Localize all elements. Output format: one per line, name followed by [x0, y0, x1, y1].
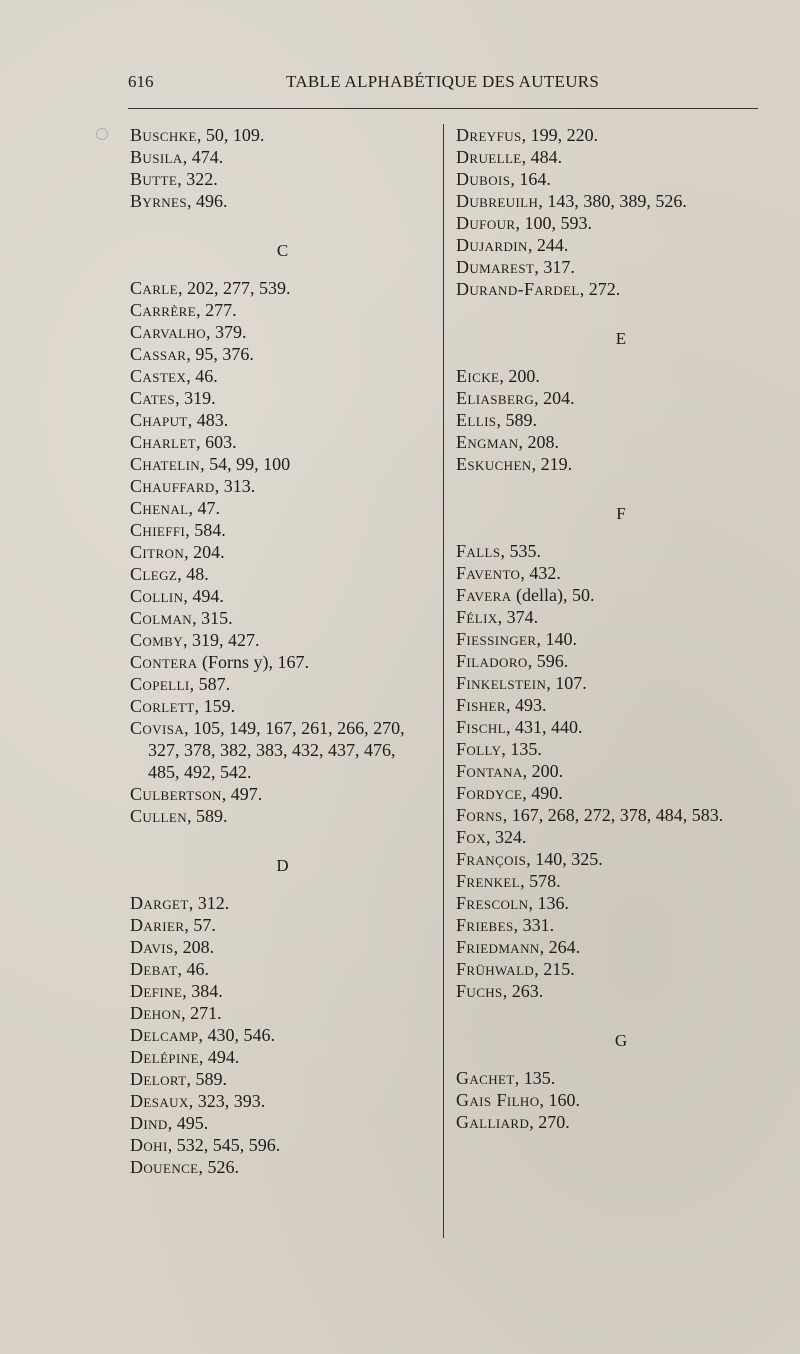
index-entry: [130, 783, 435, 805]
author-name: Carrère: [130, 300, 197, 320]
author-name: Galliard: [456, 1112, 530, 1132]
page-refs: , 494.: [198, 1047, 240, 1067]
page-refs: , 315.: [192, 608, 233, 628]
author-name: Engman: [456, 432, 519, 452]
author-name: Dujardin: [456, 235, 528, 255]
page-refs: , 331.: [513, 915, 555, 935]
page-refs: , 208.: [518, 432, 560, 452]
page-refs: , 374.: [497, 607, 539, 627]
index-entry: [130, 321, 435, 343]
author-name: Filadoro: [456, 651, 528, 671]
author-name: Frescoln: [456, 893, 529, 913]
page-refs: (della), 50.: [511, 585, 595, 605]
author-name: Copelli: [130, 674, 190, 694]
author-name: Colman: [130, 608, 193, 628]
index-entry: [130, 585, 435, 607]
index-entry: [456, 387, 786, 409]
index-entry: [130, 936, 435, 958]
index-entry: [130, 914, 435, 936]
section-letter-f: F: [616, 504, 626, 523]
index-entry: [130, 1002, 435, 1024]
author-name: Gais Filho: [456, 1090, 540, 1110]
page-refs: , 57.: [184, 915, 216, 935]
page-refs: , 603.: [196, 432, 237, 452]
page-refs: , 140.: [536, 629, 577, 649]
page-refs: , 107.: [546, 673, 587, 693]
author-name: Delépine: [130, 1047, 199, 1067]
author-name: Chatelin: [130, 454, 201, 474]
page-refs: , 431, 440.: [505, 717, 583, 737]
page-refs: , 135.: [501, 739, 542, 759]
author-name: Charlet: [130, 432, 197, 452]
page-refs: , 535.: [500, 541, 542, 561]
author-name: Eicke: [456, 366, 500, 386]
page-refs: , 432.: [520, 563, 561, 583]
page-refs: , 208.: [173, 937, 215, 957]
index-entry: [456, 124, 786, 146]
index-entry: [130, 146, 435, 168]
author-name: Fuchs: [456, 981, 503, 1001]
page-refs: , 496.: [187, 191, 228, 211]
author-name: Define: [130, 981, 183, 1001]
author-list-c-end: [130, 783, 435, 827]
index-entry: [130, 563, 435, 585]
index-entry: [130, 1134, 435, 1156]
index-entry: [456, 760, 786, 782]
page-refs: , 140, 325.: [526, 849, 603, 869]
author-name: Butte: [130, 169, 178, 189]
page-refs: , 95, 376.: [186, 344, 254, 364]
author-name: Cassar: [130, 344, 187, 364]
author-name: Carvalho: [130, 322, 207, 342]
author-name: Fischl: [456, 717, 506, 737]
author-name: Eliasberg: [456, 388, 535, 408]
page-refs-continued: 327, 378, 382, 383, 432, 437, 476,: [148, 740, 396, 760]
author-name: Desaux: [130, 1091, 189, 1111]
index-entry: [456, 234, 786, 256]
index-entry: [130, 717, 435, 739]
index-entry: [130, 1156, 435, 1178]
index-entry: [130, 519, 435, 541]
index-entry: [456, 980, 786, 1002]
page-refs: , 379.: [206, 322, 247, 342]
margin-mark-icon: [96, 128, 108, 140]
page-refs: , 584.: [185, 520, 226, 540]
page-refs: , 47.: [188, 498, 220, 518]
author-name: Cullen: [130, 806, 188, 826]
index-entry: [130, 475, 435, 497]
author-name: Culbertson: [130, 784, 222, 804]
author-name: Fordyce: [456, 783, 523, 803]
index-entry: [456, 190, 786, 212]
author-name: Favera: [456, 585, 512, 605]
column-divider: [443, 124, 444, 1238]
page-refs: , 322.: [177, 169, 218, 189]
page-refs: , 497.: [221, 784, 263, 804]
page-refs-continued: 485, 492, 542.: [148, 762, 252, 782]
page-refs: , 54, 99, 100: [200, 454, 291, 474]
author-name: Darier: [130, 915, 185, 935]
right-column: [456, 124, 786, 1133]
page-refs: , 587.: [189, 674, 231, 694]
index-entry: [456, 958, 786, 980]
page-refs: , 100, 593.: [515, 213, 592, 233]
index-entry: [456, 672, 786, 694]
left-column: [130, 124, 435, 1178]
author-name: Debat: [130, 959, 178, 979]
page-refs: , 272.: [579, 279, 621, 299]
author-name: Dohi: [130, 1135, 168, 1155]
page-refs: , 313.: [214, 476, 256, 496]
author-list-d: [130, 892, 435, 1178]
author-name: Druelle: [456, 147, 522, 167]
page-refs: , 493.: [505, 695, 547, 715]
index-entry: [130, 958, 435, 980]
index-entry: [456, 716, 786, 738]
author-name: Corlett: [130, 696, 195, 716]
running-title: TABLE ALPHABÉTIQUE DES AUTEURS: [286, 72, 600, 91]
author-name: Félix: [456, 607, 498, 627]
author-name: Favento: [456, 563, 521, 583]
page-number: 616: [128, 72, 154, 91]
page-refs: , 199, 220.: [521, 125, 599, 145]
author-name: Fontana: [456, 761, 523, 781]
index-entry: [130, 168, 435, 190]
author-name: Delcamp: [130, 1025, 199, 1045]
index-entry: [456, 738, 786, 760]
page-refs: , 532, 545, 596.: [167, 1135, 281, 1155]
author-name: Frenkel: [456, 871, 521, 891]
page-refs: , 263.: [502, 981, 544, 1001]
page-refs: , 483.: [187, 410, 229, 430]
page-refs: (Forns y), 167.: [197, 652, 310, 672]
page-header: [128, 70, 758, 100]
author-name: Friebes: [456, 915, 514, 935]
page-refs: , 202, 277, 539.: [177, 278, 291, 298]
section-letter-c: C: [276, 241, 289, 260]
author-name: Covisa: [130, 718, 185, 738]
index-entry: [456, 650, 786, 672]
page-refs: , 526.: [198, 1157, 240, 1177]
index-entry: [130, 892, 435, 914]
index-entry: [130, 1090, 435, 1112]
author-name: Durand-Fardel: [456, 279, 580, 299]
page-refs: , 215.: [534, 959, 575, 979]
index-entry: [456, 782, 786, 804]
author-name: Contera: [130, 652, 198, 672]
index-entry: [130, 453, 435, 475]
page-refs: , 384.: [182, 981, 223, 1001]
author-name: Chieffi: [130, 520, 186, 540]
header-rule: [128, 108, 758, 109]
author-list-f: [456, 540, 786, 1002]
index-entry: [130, 365, 435, 387]
index-entry: [456, 453, 786, 475]
author-name: Dubois: [456, 169, 511, 189]
author-name: Fox: [456, 827, 486, 847]
index-entry: [456, 146, 786, 168]
index-entry: [456, 409, 786, 431]
author-name: Dufour: [456, 213, 516, 233]
section-letter-d: D: [276, 856, 289, 875]
page-refs: , 164.: [510, 169, 551, 189]
index-entry: [456, 540, 786, 562]
page-refs: , 589.: [186, 1069, 228, 1089]
page-refs: , 200.: [522, 761, 564, 781]
author-name: Clegz: [130, 564, 178, 584]
author-name: Eskuchen: [456, 454, 532, 474]
author-name: Buschke: [130, 125, 197, 145]
page-refs: , 495.: [167, 1113, 209, 1133]
page-refs: , 204.: [534, 388, 575, 408]
index-entry: [130, 343, 435, 365]
author-name: Chaput: [130, 410, 188, 430]
author-name: Finkelstein: [456, 673, 547, 693]
author-name: Ellis: [456, 410, 497, 430]
index-entry: [130, 497, 435, 519]
author-list-c: [130, 277, 435, 717]
author-name: Dubreuilh: [456, 191, 539, 211]
index-entry: [130, 1046, 435, 1068]
author-name: Byrnes: [130, 191, 188, 211]
author-name: Folly: [456, 739, 502, 759]
page-refs: , 277.: [196, 300, 237, 320]
page-refs: , 50, 109.: [196, 125, 265, 145]
author-name: Forns: [456, 805, 503, 825]
author-name: Castex: [130, 366, 187, 386]
index-entry: [130, 607, 435, 629]
index-entry: [456, 914, 786, 936]
page-refs: , 204.: [184, 542, 225, 562]
index-entry: [456, 278, 786, 300]
page-refs: , 143, 380, 389, 526.: [538, 191, 687, 211]
author-name: Citron: [130, 542, 185, 562]
index-entry: [456, 1111, 786, 1133]
index-entry: [456, 168, 786, 190]
page-refs: , 105, 149, 167, 261, 266, 270,: [184, 718, 405, 738]
index-entry: [456, 804, 786, 826]
author-name: Chenal: [130, 498, 189, 518]
author-name: François: [456, 849, 527, 869]
page-refs: , 167, 268, 272, 378, 484, 583.: [502, 805, 724, 825]
index-entry: [456, 694, 786, 716]
author-name: Fiessinger: [456, 629, 537, 649]
author-name: Dind: [130, 1113, 168, 1133]
author-name: Dumarest: [456, 257, 535, 277]
index-entry: [130, 409, 435, 431]
index-entry: [456, 848, 786, 870]
author-name: Busila: [130, 147, 183, 167]
index-entry: [456, 365, 786, 387]
index-entry: [456, 892, 786, 914]
index-entry: [130, 277, 435, 299]
page-refs: , 324.: [486, 827, 527, 847]
author-name: Falls: [456, 541, 501, 561]
author-name: Frühwald: [456, 959, 535, 979]
index-entry: [130, 651, 435, 673]
page-refs: , 219.: [531, 454, 573, 474]
index-entry: [130, 980, 435, 1002]
index-entry: [130, 1024, 435, 1046]
index-entry: [130, 190, 435, 212]
page-refs: , 264.: [539, 937, 581, 957]
author-name: Comby: [130, 630, 184, 650]
author-name: Cates: [130, 388, 176, 408]
index-entry: [456, 1067, 786, 1089]
index-entry: [456, 212, 786, 234]
index-entry: [130, 695, 435, 717]
index-entry: [456, 606, 786, 628]
section-letter-g: G: [614, 1031, 628, 1050]
page-refs: , 159.: [194, 696, 236, 716]
page-refs: , 589.: [496, 410, 537, 430]
page-refs: , 578.: [520, 871, 561, 891]
author-name: Chauffard: [130, 476, 215, 496]
page-refs: , 135.: [514, 1068, 556, 1088]
author-name: Davis: [130, 937, 174, 957]
author-name: Darget: [130, 893, 189, 913]
page-refs: , 271.: [181, 1003, 222, 1023]
author-list-b: [130, 124, 435, 212]
author-name: Fisher: [456, 695, 506, 715]
index-entry: [456, 584, 786, 606]
author-name: Dreyfus: [456, 125, 522, 145]
index-entry: [456, 431, 786, 453]
page-refs: , 244.: [527, 235, 569, 255]
author-list-d-end: [456, 124, 786, 300]
section-letter-e: E: [615, 329, 627, 348]
author-name: Douence: [130, 1157, 199, 1177]
author-name: Collin: [130, 586, 184, 606]
author-name: Delort: [130, 1069, 187, 1089]
page-refs: , 270.: [529, 1112, 570, 1132]
page-refs: , 46.: [177, 959, 209, 979]
index-entry: [130, 387, 435, 409]
index-entry: [130, 805, 435, 827]
index-entry: [456, 256, 786, 278]
page-refs: , 490.: [522, 783, 563, 803]
index-entry: [456, 826, 786, 848]
page-refs: , 319.: [175, 388, 216, 408]
author-name: Dehon: [130, 1003, 182, 1023]
author-name: Friedmann: [456, 937, 540, 957]
index-entry: [130, 629, 435, 651]
page-refs: , 160.: [539, 1090, 581, 1110]
index-entry: [130, 1068, 435, 1090]
author-list-e: [456, 365, 786, 475]
page-refs: , 323, 393.: [188, 1091, 266, 1111]
index-entry: [130, 431, 435, 453]
index-entry: [456, 1089, 786, 1111]
index-entry: [456, 628, 786, 650]
page-refs: , 474.: [182, 147, 224, 167]
index-entry: [456, 562, 786, 584]
index-entry: [130, 673, 435, 695]
page-refs: , 48.: [177, 564, 209, 584]
page-refs: , 430, 546.: [198, 1025, 276, 1045]
page-refs: , 484.: [521, 147, 563, 167]
index-entry: [130, 541, 435, 563]
page-refs: , 589.: [187, 806, 228, 826]
author-list-g: [456, 1067, 786, 1133]
page-refs: , 319, 427.: [183, 630, 260, 650]
page-refs: , 596.: [527, 651, 569, 671]
index-entry: [456, 936, 786, 958]
page-refs: , 46.: [186, 366, 218, 386]
index-entry: [456, 870, 786, 892]
index-entry: [130, 299, 435, 321]
page-refs: , 200.: [499, 366, 540, 386]
author-name: Gachet: [456, 1068, 515, 1088]
page-refs: , 136.: [528, 893, 569, 913]
page-refs: , 312.: [188, 893, 230, 913]
index-entry: [130, 1112, 435, 1134]
index-entry: [130, 124, 435, 146]
page-refs: , 317.: [534, 257, 575, 277]
page-refs: , 494.: [183, 586, 224, 606]
author-name: Carle: [130, 278, 178, 298]
